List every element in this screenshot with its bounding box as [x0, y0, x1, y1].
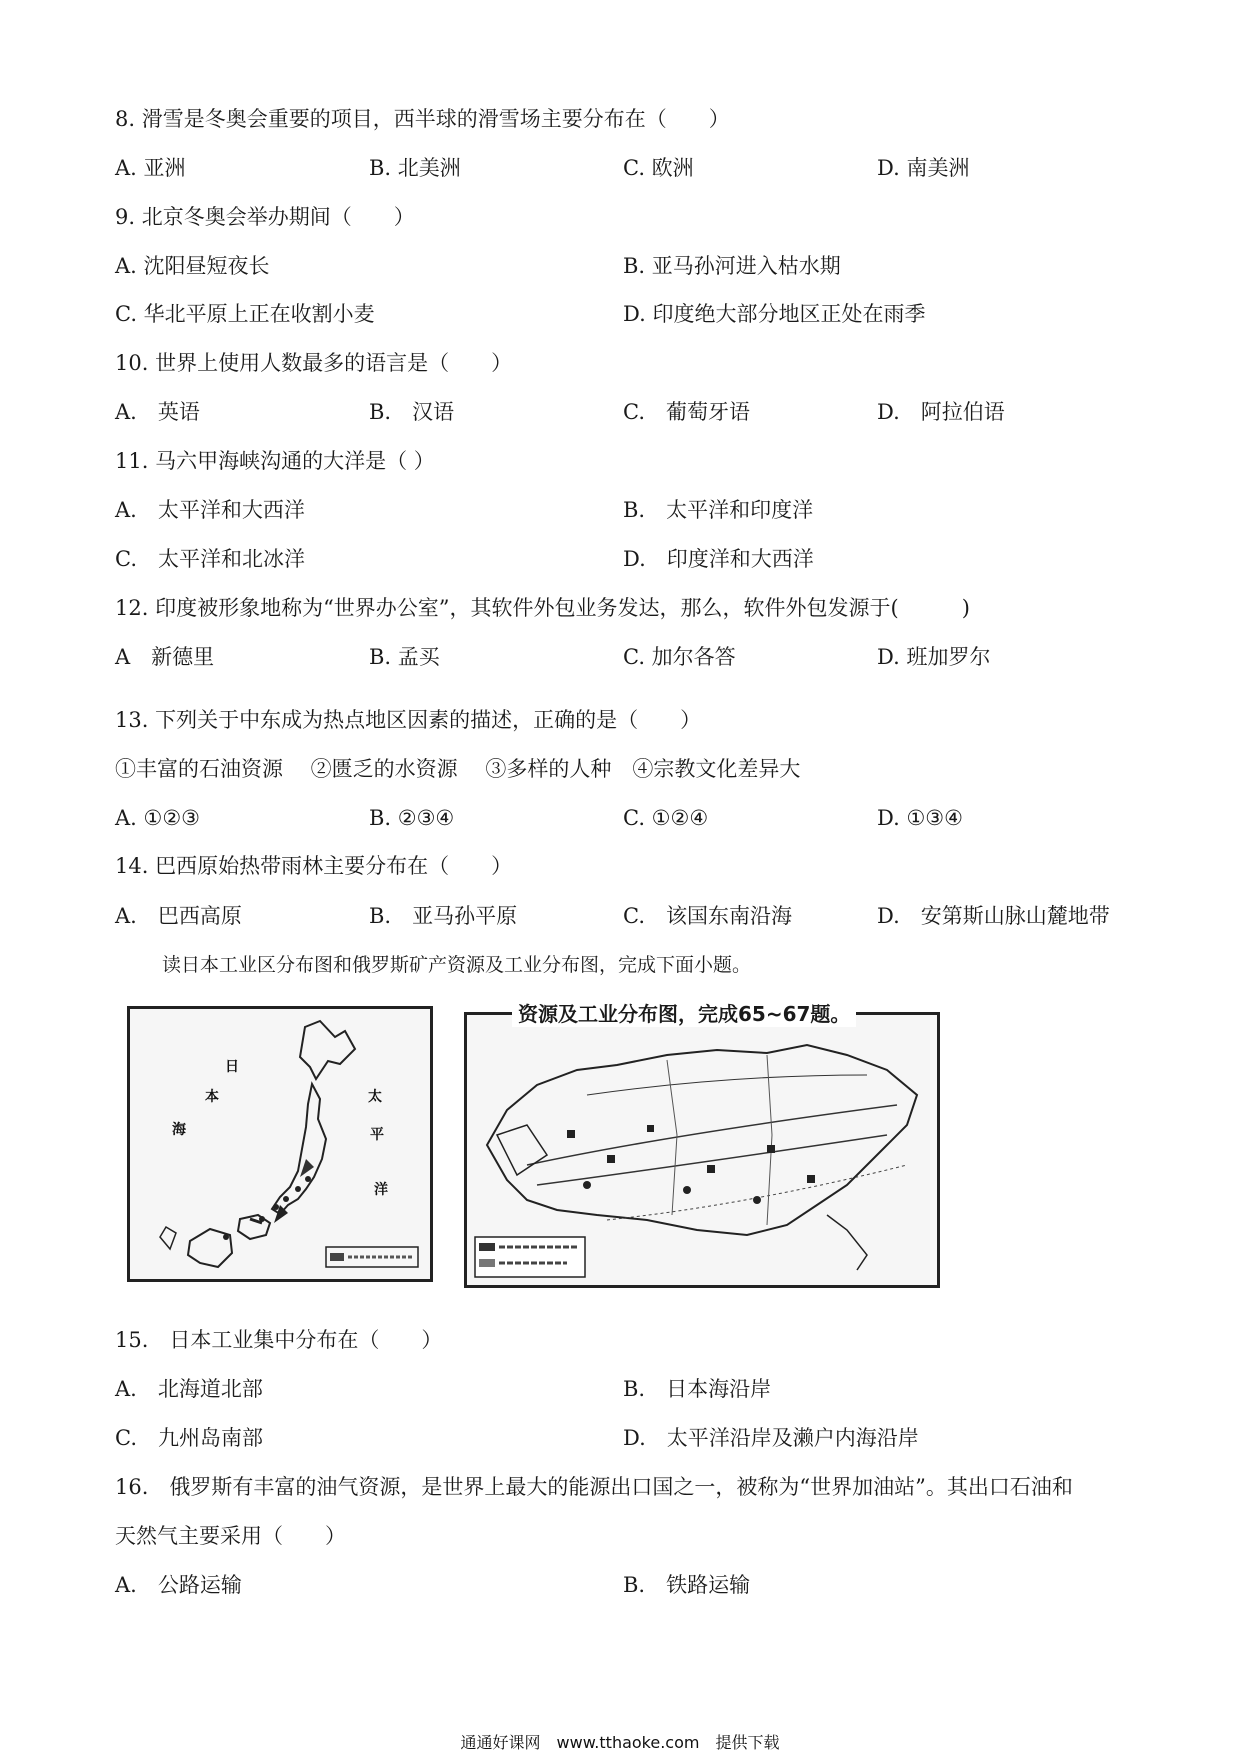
japan-label-ping: 平 [370, 1127, 384, 1143]
q12-option-c: C. 加尔各答 [623, 645, 736, 669]
japan-label-hai: 海 [172, 1122, 186, 1138]
question-14-stem: 14. 巴西原始热带雨林主要分布在（ ） [115, 854, 513, 878]
q10-option-b: B. 汉语 [369, 400, 455, 424]
question-16-stem: 16. 俄罗斯有丰富的油气资源，是世界上最大的能源出口国之一，被称为“世界加油站”。其出口石油和 [115, 1475, 1073, 1499]
q11-option-c: C. 太平洋和北冰洋 [115, 547, 305, 571]
q14-option-a: A. 巴西高原 [115, 904, 242, 928]
q12-option-d: D. 班加罗尔 [877, 645, 991, 669]
q11-option-d: D. 印度洋和大西洋 [623, 547, 814, 571]
q8-option-a: A. 亚洲 [115, 156, 186, 180]
q12-option-a: A 新德里 [115, 645, 215, 669]
question-11-stem: 11. 马六甲海峡沟通的大洋是（ ） [115, 449, 435, 473]
q8-option-c: C. 欧洲 [623, 156, 694, 180]
japan-label-tai: 太 [368, 1089, 382, 1105]
russia-map-drawing [467, 1015, 937, 1285]
question-13-factors: ①丰富的石油资源 ②匮乏的水资源 ③多样的人种 ④宗教文化差异大 [115, 757, 801, 781]
q13-option-c: C. ①②④ [623, 806, 709, 830]
q13-option-b: B. ②③④ [369, 806, 455, 830]
question-15-stem: 15. 日本工业集中分布在（ ） [115, 1328, 443, 1352]
question-9-stem: 9. 北京冬奥会举办期间（ ） [115, 205, 415, 229]
q11-option-a: A. 太平洋和大西洋 [115, 498, 305, 522]
q16-option-b: B. 铁路运输 [623, 1573, 751, 1597]
question-12-stem: 12. 印度被形象地称为“世界办公室”，其软件外包业务发达，那么，软件外包发源于( ) [115, 596, 970, 620]
question-16-stem-cont: 天然气主要采用（ ） [115, 1524, 346, 1548]
japan-label-ri: 日 [225, 1059, 239, 1075]
q15-option-c: C. 九州岛南部 [115, 1426, 263, 1450]
q10-option-c: C. 葡萄牙语 [623, 400, 750, 424]
japan-map-drawing [130, 1009, 430, 1279]
q8-option-d: D. 南美洲 [877, 156, 970, 180]
maps-figure [112, 998, 947, 1300]
russia-resource-map [464, 1012, 940, 1288]
q15-option-d: D. 太平洋沿岸及濑户内海沿岸 [623, 1426, 919, 1450]
q9-option-b: B. 亚马孙河进入枯水期 [623, 254, 841, 278]
q12-option-b: B. 孟买 [369, 645, 440, 669]
q9-option-a: A. 沈阳昼短夜长 [115, 254, 270, 278]
question-10-stem: 10. 世界上使用人数最多的语言是（ ） [115, 351, 513, 375]
question-8-stem: 8. 滑雪是冬奥会重要的项目，西半球的滑雪场主要分布在（ ） [115, 107, 730, 131]
q11-option-b: B. 太平洋和印度洋 [623, 498, 814, 522]
russia-map-header: 资源及工业分布图，完成65~67题。 [512, 998, 856, 1027]
q13-option-a: A. ①②③ [115, 806, 200, 830]
japan-label-yang: 洋 [374, 1182, 388, 1198]
q10-option-d: D. 阿拉伯语 [877, 400, 1005, 424]
q15-option-b: B. 日本海沿岸 [623, 1377, 772, 1401]
q10-option-a: A. 英语 [115, 400, 200, 424]
russia-industry-dots [567, 1125, 815, 1204]
page-footer: 通通好课网 www.tthaoke.com 提供下载 [460, 1733, 780, 1752]
japan-label-ben: 本 [205, 1089, 219, 1105]
q15-option-a: A. 北海道北部 [115, 1377, 263, 1401]
q16-option-a: A. 公路运输 [115, 1573, 242, 1597]
japan-industry-map [127, 1006, 433, 1282]
q9-option-d: D. 印度绝大部分地区正处在雨季 [623, 302, 926, 326]
q8-option-b: B. 北美洲 [369, 156, 461, 180]
q13-option-d: D. ①③④ [877, 806, 963, 830]
q14-option-c: C. 该国东南沿海 [623, 904, 792, 928]
q14-option-b: B. 亚马孙平原 [369, 904, 518, 928]
question-13-stem: 13. 下列关于中东成为热点地区因素的描述，正确的是（ ） [115, 708, 702, 732]
map-intro: 读日本工业区分布图和俄罗斯矿产资源及工业分布图，完成下面小题。 [162, 954, 752, 976]
q14-option-d: D. 安第斯山脉山麓地带 [877, 904, 1110, 928]
q9-option-c: C. 华北平原上正在收割小麦 [115, 302, 375, 326]
